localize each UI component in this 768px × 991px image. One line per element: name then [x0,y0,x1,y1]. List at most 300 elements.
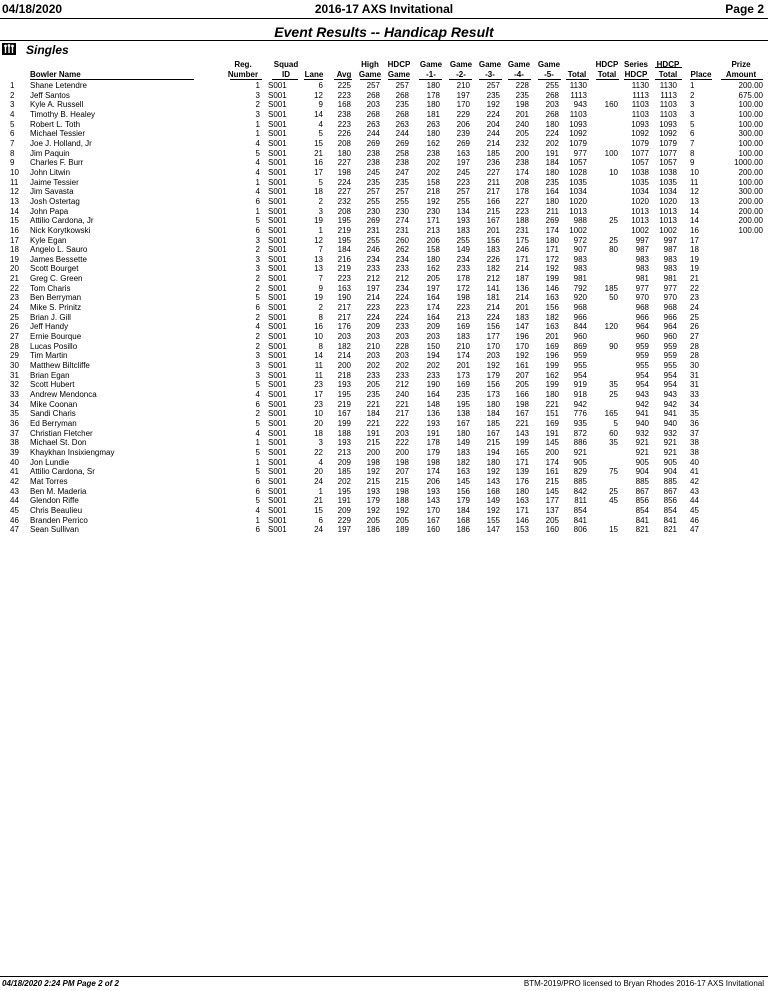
cell-hdcp-game: 207 [395,467,409,477]
cell-bowler-name: Tim Martin [30,351,68,361]
cell-total: 983 [573,254,587,264]
cell-series-hdcp: 854 [635,505,649,515]
cell-hdcp-game: 198 [395,486,409,496]
cell-rank: 7 [10,138,15,148]
cell-lane: 20 [314,418,323,428]
cell-reg-number: 1 [255,206,260,216]
cell-game-1: 136 [426,409,440,419]
cell-hdcp-game: 212 [395,274,409,284]
cell-squad-id: S001 [268,447,287,457]
cell-series-hdcp: 821 [635,525,649,535]
cell-rank: 26 [10,322,19,332]
cell-game-3: 166 [486,196,500,206]
cell-bowler-name: Angelo L. Sauro [30,245,88,255]
table-row [0,158,768,168]
cell-place: 12 [690,187,699,197]
cell-lane: 18 [314,187,323,197]
cell-game-5: 205 [545,515,559,525]
cell-rank: 35 [10,409,19,419]
cell-game-3: 215 [486,438,500,448]
cell-average: 227 [337,158,351,168]
cell-series-hdcp: 1020 [631,196,649,206]
cell-reg-number: 3 [255,370,260,380]
cell-game-1: 178 [426,90,440,100]
cell-reg-number: 3 [255,109,260,119]
cell-hdcp-game: 192 [395,505,409,515]
cell-game-2: 174 [456,351,470,361]
cell-game-5: 180 [545,390,559,399]
cell-reg-number: 1 [255,81,260,90]
cell-series-hdcp: 964 [635,322,649,332]
cell-game-2: 168 [456,515,470,525]
cell-squad-id: S001 [268,196,287,206]
cell-game-2: 255 [456,196,470,206]
cell-game-3: 155 [486,515,500,525]
bowling-pins-icon [2,43,16,55]
cell-game-3: 156 [486,235,500,245]
cell-hdcp-game: 268 [395,90,409,100]
cell-high-game: 191 [366,428,380,438]
cell-hdcp-game: 257 [395,187,409,197]
cell-game-3: 235 [486,90,500,100]
cell-high-game: 193 [366,486,380,496]
cell-squad-id: S001 [268,254,287,264]
col-game1-2: -1- [426,70,436,79]
cell-lane: 2 [318,303,323,313]
cell-hdcp-total: 160 [604,100,618,110]
cell-bowler-name: Jim Paquin [30,148,70,158]
cell-reg-number: 6 [255,399,260,409]
cell-total: 1103 [569,109,587,119]
cell-total: 841 [573,515,587,525]
cell-bowler-name: John Papa [30,206,69,216]
cell-squad-id: S001 [268,216,287,226]
cell-total: 1093 [569,119,587,129]
cell-hdcp-game: 269 [395,138,409,148]
cell-bowler-name: Matthew Biltcliffe [30,361,90,371]
cell-lane: 13 [314,254,323,264]
table-row [0,380,768,390]
cell-bowler-name: Lucas Posillo [30,341,78,351]
cell-game-5: 211 [546,206,559,216]
cell-game-4: 232 [515,138,529,148]
cell-hdcp-group-total: 955 [663,361,677,371]
cell-high-game: 268 [366,90,380,100]
cell-bowler-name: Josh Ostertag [30,196,80,206]
cell-game-4: 235 [515,90,529,100]
cell-prize-amount: 100.00 [738,138,763,148]
cell-game-5: 174 [545,225,559,235]
cell-game-4: 180 [515,486,529,496]
cell-place: 23 [690,293,699,303]
col-game3-1: Game [478,60,502,69]
cell-game-2: 193 [456,216,470,226]
cell-place: 38 [690,438,699,448]
cell-squad-id: S001 [268,332,287,342]
table-row [0,390,768,400]
cell-game-2: 167 [456,418,470,428]
cell-average: 202 [337,476,351,486]
cell-rank: 5 [10,119,15,129]
cell-average: 224 [337,177,351,187]
cell-game-1: 194 [426,351,440,361]
cell-high-game: 223 [366,303,380,313]
underline-game4 [508,79,531,80]
cell-game-4: 139 [515,467,529,477]
cell-game-1: 158 [426,177,440,187]
cell-total: 955 [573,361,587,371]
cell-hdcp-group-total: 905 [663,457,677,467]
cell-series-hdcp: 960 [635,332,649,342]
cell-place: 14 [690,206,699,216]
cell-series-hdcp: 1013 [631,206,649,216]
cell-hdcp-total: 75 [609,467,618,477]
cell-hdcp-group-total: 1079 [659,138,677,148]
cell-game-2: 169 [456,322,470,332]
cell-average: 193 [337,438,351,448]
cell-series-hdcp: 921 [635,438,649,448]
cell-game-4: 147 [515,322,529,332]
cell-series-hdcp: 1079 [631,138,649,148]
table-row [0,332,768,342]
cell-rank: 2 [10,90,15,100]
cell-reg-number: 6 [255,476,260,486]
cell-rank: 9 [10,158,15,168]
cell-high-game: 203 [366,332,380,342]
cell-game-4: 228 [515,81,529,90]
cell-bowler-name: Kyle A. Russell [30,100,84,110]
cell-series-hdcp: 968 [635,303,649,313]
cell-game-3: 182 [486,264,500,274]
cell-bowler-name: John Litwin [30,167,71,177]
cell-game-5: 180 [545,235,559,245]
cell-lane: 15 [314,138,323,148]
cell-hdcp-game: 224 [395,293,409,303]
cell-lane: 11 [314,370,323,380]
cell-squad-id: S001 [268,428,287,438]
cell-prize-amount: 100.00 [738,119,763,129]
cell-game-1: 180 [426,129,440,139]
cell-place: 46 [690,515,699,525]
col-hdcp-game-1: HDCP [387,60,411,69]
table-row [0,284,768,294]
cell-hdcp-group-total: 1103 [659,100,677,110]
col-hdcp-group-total: Total [658,70,678,79]
cell-rank: 27 [10,332,19,342]
cell-series-hdcp: 1077 [631,148,649,158]
cell-place: 17 [690,235,699,245]
cell-rank: 22 [10,283,19,293]
cell-lane: 23 [314,399,323,409]
cell-squad-id: S001 [268,390,287,399]
cell-bowler-name: James Bessette [30,254,87,264]
cell-hdcp-group-total: 1020 [659,196,677,206]
cell-hdcp-game: 203 [395,351,409,361]
cell-game-2: 178 [456,274,470,284]
cell-series-hdcp: 983 [635,254,649,264]
cell-game-5: 201 [545,332,559,342]
cell-reg-number: 3 [255,235,260,245]
cell-place: 44 [690,496,699,506]
cell-lane: 20 [314,467,323,477]
cell-game-2: 229 [456,109,470,119]
cell-prize-amount: 200.00 [738,206,763,216]
cell-hdcp-group-total: 983 [663,264,677,274]
cell-lane: 23 [314,380,323,390]
cell-bowler-name: Brian J. Gill [30,312,71,322]
cell-squad-id: S001 [268,129,287,139]
cell-hdcp-total: 25 [609,216,618,226]
cell-bowler-name: Khaykhan Insixiengmay [30,447,115,457]
cell-place: 38 [690,447,699,457]
cell-place: 28 [690,341,699,351]
table-row [0,110,768,120]
cell-total: 943 [573,100,587,110]
cell-place: 13 [690,196,699,206]
cell-rank: 10 [10,167,19,177]
cell-bowler-name: Chris Beaulieu [30,505,83,515]
table-row [0,81,768,91]
col-series-1: Series [623,60,649,69]
cell-reg-number: 5 [255,216,260,226]
underline-squad [272,79,298,80]
cell-game-3: 192 [486,361,500,371]
table-row [0,351,768,361]
cell-game-3: 224 [486,312,500,322]
cell-game-3: 217 [486,187,500,197]
cell-hdcp-total: 50 [609,293,618,303]
cell-high-game: 202 [366,361,380,371]
cell-game-1: 174 [426,303,440,313]
cell-place: 43 [690,486,699,496]
cell-reg-number: 1 [255,177,260,187]
cell-game-3: 214 [486,303,500,313]
cell-game-4: 221 [515,418,529,428]
cell-prize-amount: 100.00 [738,225,763,235]
cell-squad-id: S001 [268,380,287,390]
cell-squad-id: S001 [268,177,287,187]
cell-series-hdcp: 954 [635,380,649,390]
col-squad-2: ID [282,70,290,79]
cell-high-game: 238 [366,158,380,168]
cell-game-1: 180 [426,254,440,264]
cell-prize-amount: 200.00 [738,167,763,177]
cell-reg-number: 5 [255,148,260,158]
cell-bowler-name: Ed Berryman [30,418,77,428]
cell-hdcp-total: 120 [604,322,618,332]
cell-place: 9 [690,158,695,168]
cell-squad-id: S001 [268,264,287,274]
table-row [0,293,768,303]
cell-game-3: 204 [486,119,500,129]
cell-hdcp-group-total: 964 [663,322,677,332]
cell-total: 1028 [569,167,587,177]
cell-game-5: 164 [545,187,559,197]
cell-game-4: 200 [515,148,529,158]
header-title: 2016-17 AXS Invitational [314,2,454,16]
cell-series-hdcp: 841 [635,515,649,525]
cell-hdcp-total: 25 [609,486,618,496]
cell-series-hdcp: 970 [635,293,649,303]
cell-average: 223 [337,119,351,129]
cell-game-4: 176 [515,476,529,486]
cell-game-2: 235 [456,390,470,399]
cell-game-2: 223 [456,177,470,187]
cell-place: 1 [690,81,695,90]
cell-average: 223 [337,90,351,100]
cell-game-3: 192 [486,505,500,515]
cell-reg-number: 6 [255,303,260,313]
cell-hdcp-group-total: 1077 [659,148,677,158]
cell-squad-id: S001 [268,370,287,380]
cell-average: 198 [337,167,351,177]
cell-total: 1113 [570,90,587,100]
cell-hdcp-game: 200 [395,447,409,457]
cell-lane: 6 [318,515,323,525]
cell-squad-id: S001 [268,476,287,486]
cell-game-1: 143 [426,496,440,506]
table-row [0,91,768,101]
cell-lane: 3 [318,438,323,448]
cell-reg-number: 4 [255,505,260,515]
cell-game-1: 198 [426,457,440,467]
cell-game-3: 194 [486,447,500,457]
cell-game-5: 199 [545,274,559,284]
cell-hdcp-group-total: 1130 [659,81,677,90]
cell-bowler-name: Charles F. Burr [30,158,84,168]
cell-bowler-name: Mat Torres [30,476,68,486]
cell-game-5: 169 [545,341,559,351]
cell-high-game: 215 [366,438,380,448]
cell-game-1: 150 [426,341,440,351]
cell-game-3: 203 [486,351,500,361]
cell-series-hdcp: 959 [635,341,649,351]
cell-total: 966 [573,312,587,322]
cell-game-3: 185 [486,418,500,428]
cell-bowler-name: Shane Letendre [30,81,87,90]
cell-game-3: 173 [486,390,500,399]
cell-game-3: 141 [486,283,500,293]
cell-hdcp-group-total: 1034 [659,187,677,197]
col-avg: Avg [336,70,352,79]
cell-hdcp-game: 235 [395,100,409,110]
table-row [0,448,768,458]
cell-series-hdcp: 1092 [631,129,649,139]
cell-squad-id: S001 [268,245,287,255]
cell-game-4: 240 [515,119,529,129]
cell-place: 22 [690,283,699,293]
table-row [0,149,768,159]
cell-average: 217 [337,303,351,313]
cell-game-4: 208 [515,177,529,187]
cell-bowler-name: Michael Tessier [30,129,85,139]
cell-squad-id: S001 [268,90,287,100]
cell-hdcp-total: 25 [609,235,618,245]
cell-squad-id: S001 [268,225,287,235]
cell-hdcp-group-total: 1002 [659,225,677,235]
cell-game-4: 227 [515,196,529,206]
cell-high-game: 184 [366,409,380,419]
cell-bowler-name: Timothy B. Healey [30,109,96,119]
cell-reg-number: 3 [255,361,260,371]
cell-game-2: 239 [456,129,470,139]
cell-total: 919 [573,380,587,390]
cell-prize-amount: 200.00 [738,216,763,226]
cell-place: 6 [690,129,695,139]
footer-timestamp: 04/18/2020 2:24 PM Page 2 of 2 [2,979,119,988]
cell-hdcp-group-total: 954 [663,380,677,390]
cell-average: 229 [337,515,351,525]
cell-rank: 24 [10,303,19,313]
cell-bowler-name: Kyle Egan [30,235,67,245]
cell-average: 182 [337,341,351,351]
cell-game-5: 174 [545,457,559,467]
cell-average: 218 [337,370,351,380]
cell-high-game: 192 [366,505,380,515]
cell-game-4: 136 [515,283,529,293]
cell-squad-id: S001 [268,409,287,419]
cell-bowler-name: Attilio Cardona, Jr [30,216,94,226]
cell-game-4: 153 [515,525,529,535]
table-row [0,467,768,477]
cell-hdcp-group-total: 921 [663,438,677,448]
cell-lane: 8 [318,341,323,351]
cell-game-2: 201 [456,361,470,371]
cell-average: 209 [337,505,351,515]
cell-hdcp-group-total: 904 [663,467,677,477]
cell-lane: 9 [318,100,323,110]
cell-hdcp-game: 205 [395,515,409,525]
cell-rank: 16 [10,225,19,235]
cell-place: 35 [690,409,699,419]
cell-game-4: 170 [515,341,529,351]
cell-average: 208 [337,138,351,148]
underline-lane [304,79,323,80]
cell-average: 232 [337,196,351,206]
cell-game-5: 156 [545,303,559,313]
cell-total: 972 [573,235,587,245]
cell-game-2: 156 [456,486,470,496]
cell-game-5: 200 [545,447,559,457]
cell-game-1: 233 [426,370,440,380]
cell-reg-number: 4 [255,390,260,399]
cell-total: 854 [573,505,587,515]
cell-game-4: 214 [515,293,529,303]
cell-game-5: 163 [545,293,559,303]
cell-game-5: 169 [545,418,559,428]
cell-reg-number: 2 [255,341,260,351]
cell-high-game: 257 [366,81,380,90]
cell-average: 203 [337,332,351,342]
cell-squad-id: S001 [268,274,287,284]
cell-place: 36 [690,418,699,428]
cell-squad-id: S001 [268,293,287,303]
cell-hdcp-game: 247 [395,167,409,177]
cell-bowler-name: Mike S. Prinitz [30,303,82,313]
cell-place: 47 [690,525,699,535]
cell-rank: 15 [10,216,19,226]
cell-hdcp-group-total: 968 [663,303,677,313]
cell-total: 905 [573,457,587,467]
table-row [0,506,768,516]
cell-game-3: 201 [486,225,500,235]
cell-total: 918 [573,390,587,399]
cell-hdcp-game: 274 [395,216,409,226]
cell-series-hdcp: 1034 [631,187,649,197]
cell-game-4: 178 [515,187,529,197]
cell-average: 219 [337,399,351,409]
cell-prize-amount: 300.00 [738,129,763,139]
